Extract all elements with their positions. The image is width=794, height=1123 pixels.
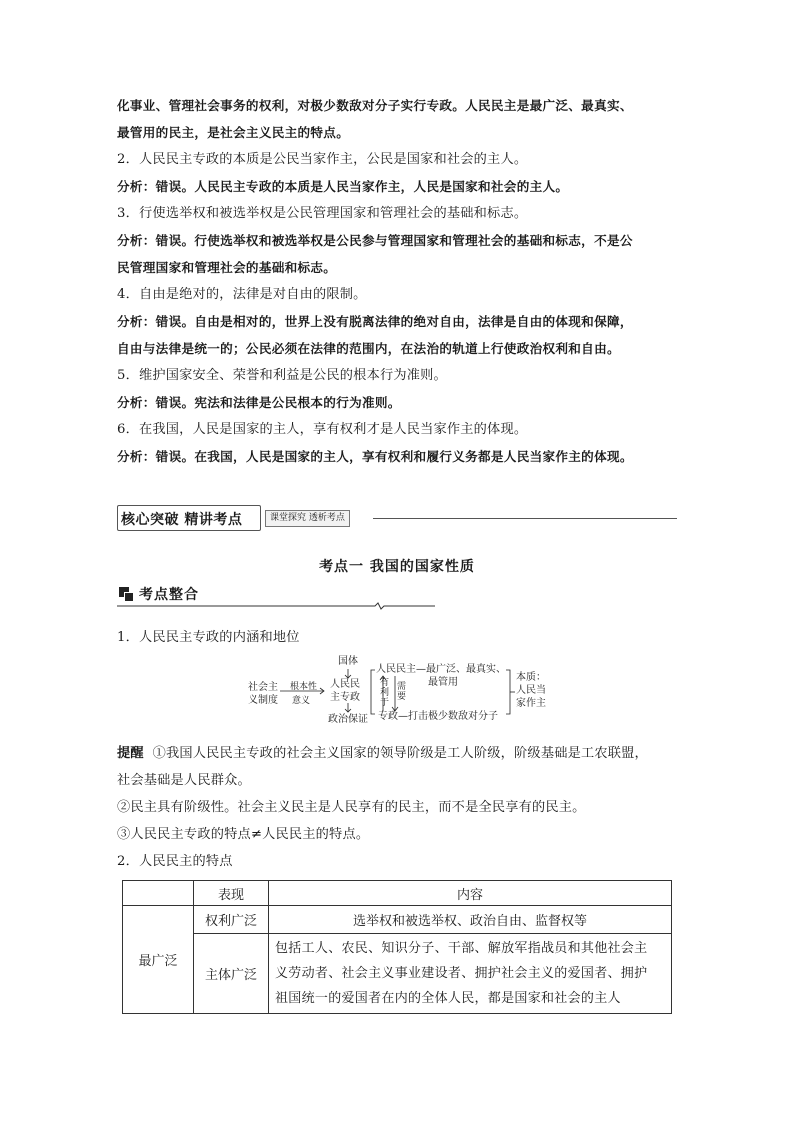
diagram-top-label: 国体 [338,656,358,667]
sub-heading-text: 考点整合 [139,587,199,603]
heading-square-icon-2 [124,592,134,602]
table-content-line: 包括工人、农民、知识分子、干部、解放军指战员和其他社会主 [275,941,648,956]
tip-1-text: ①我国人民民主专政的社会主义国家的领导阶级是工人阶级，阶级基础是工农联盟， [152,746,648,761]
table-header-cell: 表现 [194,881,269,906]
table-row [123,934,672,1014]
diagram-center-label-2: 主专政 [330,692,360,703]
analysis-5: 分析：错误。宪法和法律是公民根本的行为准则。 [117,395,401,410]
tip-3: ③人民民主专政的特点≠人民民主的特点。 [117,827,370,842]
table-row-label: 权利广泛 [194,906,269,934]
paragraph-continued-1: 化事业、管理社会事务的权利，对极少数敌对分子实行专政。人民民主是最广泛、最真实、 [117,98,633,113]
diagram-left-label-2: 义制度 [248,695,278,706]
analysis-3-line-2: 民管理国家和管理社会的基础和标志。 [117,260,337,275]
diagram-left-label-1: 社会主 [248,682,278,693]
question-6: 6．在我国，人民是国家的主人，享有权利才是人民当家作主的体现。 [117,422,528,437]
diagram-arrow-label-top: 根本性 [290,682,318,692]
diagram-row-2: 专政—打击极少数敌对分子 [378,711,498,722]
diagram-mid-left-2: 利 [380,688,390,698]
diagram-mid-right-1: 需 [397,682,407,692]
democracy-features-table [122,880,672,1014]
table-row-content: 选举权和被选举权、政治自由、监督权等 [269,906,672,934]
diagram-row-1: 人民民主—最广泛、最真实、 [376,664,506,675]
diagram-right-label-3: 家作主 [516,698,546,709]
item-2-heading: 2．人民民主的特点 [117,854,233,869]
analysis-2: 分析：错误。人民民主专政的本质是人民当家作主，人民是国家和社会的主人。 [117,179,569,194]
diagram-mid-left-3: 于 [380,698,390,708]
diagram-right-label-1: 本质： [516,672,546,683]
question-3: 3．行使选举权和被选举权是公民管理国家和管理社会的基础和标志。 [117,206,528,221]
item-1-heading: 1．人民民主专政的内涵和地位 [117,630,300,645]
banner-main-title: 核心突破 精讲考点 [121,512,243,528]
table-header-cell-empty [123,881,194,906]
paragraph-continued-2: 最管用的民主，是社会主义民主的特点。 [117,125,350,140]
table-content-line: 祖国统一的爱国者在内的全体人民，都是国家和社会的主人 [275,991,621,1006]
diagram-bottom-label: 政治保证 [328,714,368,725]
tip-2: ②民主具有阶级性。社会主义民主是人民享有的民主，而不是全民享有的民主。 [117,800,586,815]
diagram-center-label-1: 人民民 [330,679,360,690]
question-2: 2．人民民主专政的本质是公民当家作主，公民是国家和社会的主人。 [117,152,528,167]
heading-underline [117,602,437,610]
table-row-label: 主体广泛 [194,934,269,1014]
structure-diagram [240,656,560,728]
sub-heading [117,584,437,608]
tip-1-line-1 [117,745,648,763]
table-row-content [269,934,672,1014]
tip-1-line-2: 社会基础是人民群众。 [117,773,251,788]
diagram-mid-right-2: 要 [397,692,407,702]
diagram-row-1b: 最管用 [428,677,458,688]
banner-rule [373,518,677,519]
diagram-mid-left-1: 有 [380,678,390,688]
table-header-cell: 内容 [269,881,672,906]
banner-subtitle: 课堂探究 透析考点 [265,510,350,527]
tip-label: 提醒 [117,746,144,761]
diagram-arrow-label-bottom: 意义 [292,696,311,706]
table-row [123,906,672,934]
diagram-right-label-2: 人民当 [516,685,546,696]
question-4: 4．自由是绝对的，法律是对自由的限制。 [117,287,367,302]
analysis-6: 分析：错误。在我国，人民是国家的主人，享有权利和履行义务都是人民当家作主的体现。 [117,449,633,464]
table-group-cell: 最广泛 [123,906,194,1014]
table-content-line: 义劳动者、社会主义事业建设者、拥护社会主义的爱国者、拥护 [275,966,648,981]
question-5: 5．维护国家安全、荣誉和利益是公民的根本行为准则。 [117,368,447,383]
banner-box [117,505,261,531]
analysis-3-line-1: 分析：错误。行使选举权和被选举权是公民参与管理国家和管理社会的基础和标志，不是公 [117,233,633,248]
section-banner [117,505,677,531]
analysis-4-line-2: 自由与法律是统一的；公民必须在法律的范围内，在法治的轨道上行使政治权利和自由。 [117,341,620,356]
table-header-row [123,881,672,906]
analysis-4-line-1: 分析：错误。自由是相对的，世界上没有脱离法律的绝对自由，法律是自由的体现和保障， [117,314,633,329]
section-title: 考点一 我国的国家性质 [319,559,475,575]
